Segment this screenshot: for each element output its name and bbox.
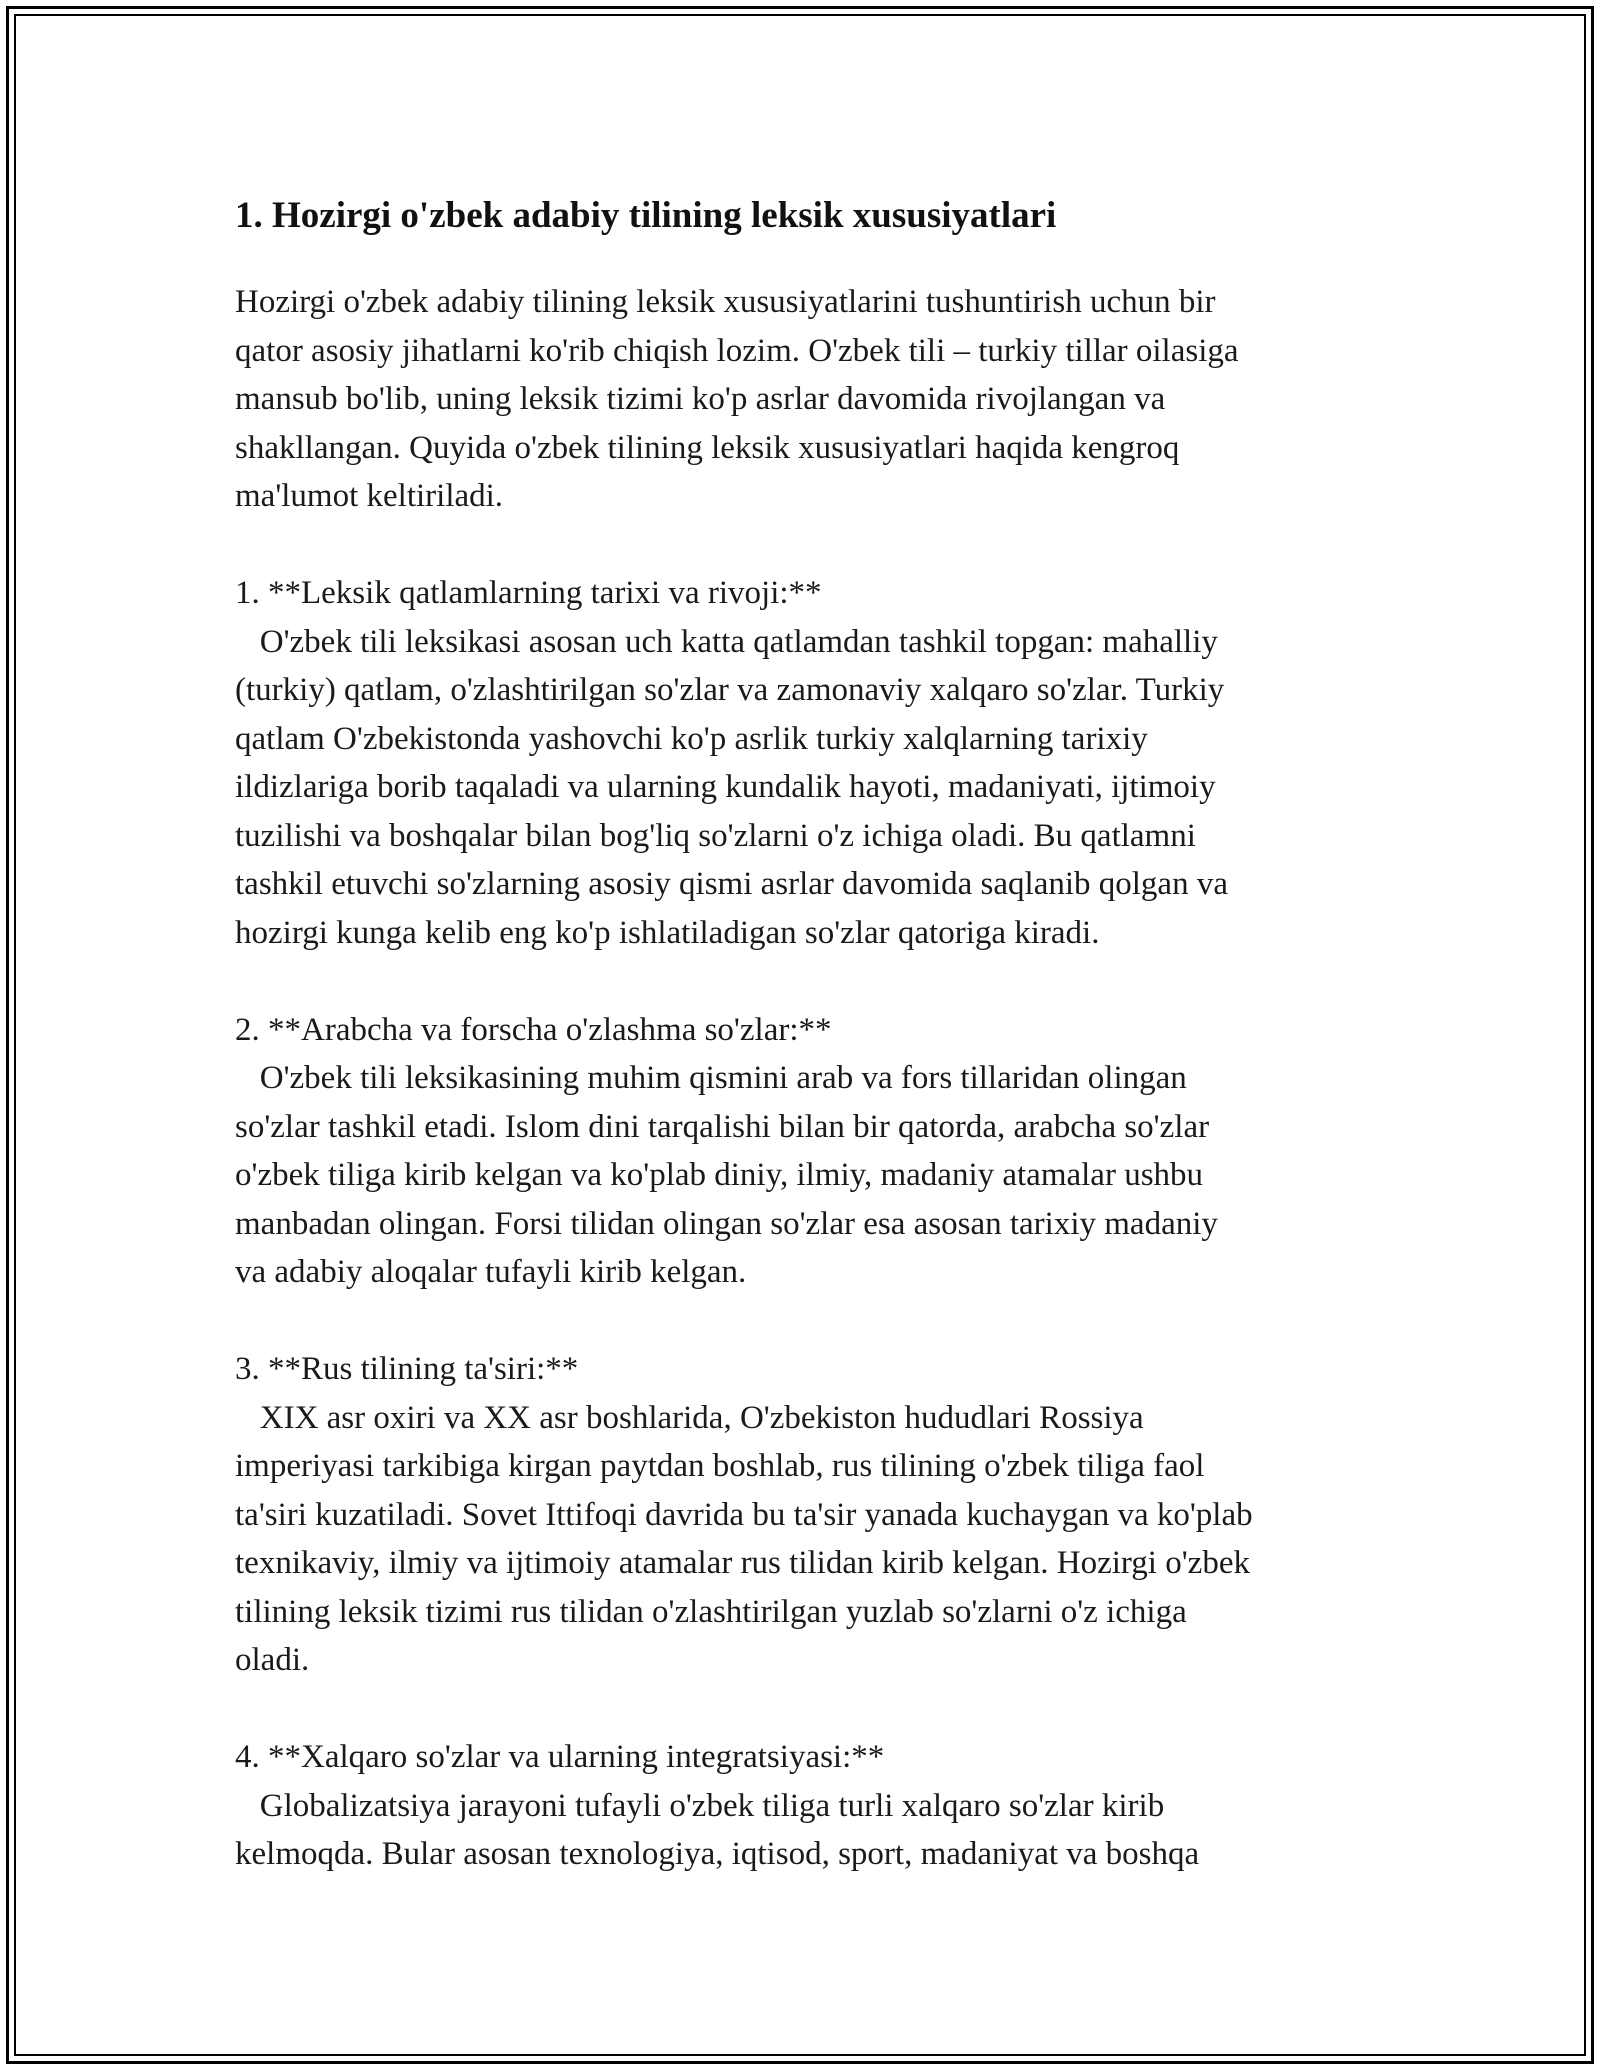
document-body xyxy=(235,186,1385,1879)
list-item-body-4: Globalizatsiya jarayoni tufayli o'zbek tiliga turli xalqaro so'zlar kirib kelmoqda. Bular asosan texnologiya, iqtisod, sport, madaniyat va boshqa xyxy=(235,1787,1200,1872)
list-item-title-3: 3. **Rus tilining ta'siri:** xyxy=(235,1351,579,1387)
paragraph-spacer xyxy=(235,957,1385,1006)
paragraph-spacer xyxy=(235,1685,1385,1734)
paragraph-spacer xyxy=(235,521,1385,570)
list-item-body-2: O'zbek tili leksikasining muhim qismini arab va fors tillaridan olingan so'zlar tashkil etadi. Islom dini tarqalishi bilan bir qatorda, arabcha so'zlar o'zbek tiliga kirib kelgan va ko'plab diniy, ilmiy, madaniy atamalar ushbu manbadan olingan. Forsi tilidan olingan so'zlar esa asosan tarixiy madaniy va adabiy aloqalar tufayli kirib kelgan. xyxy=(235,1060,1218,1290)
list-item-title-4: 4. **Xalqaro so'zlar va ularning integratsiyasi:** xyxy=(235,1739,885,1775)
list-item-title-2: 2. **Arabcha va forscha o'zlashma so'zlar:** xyxy=(235,1011,832,1048)
section-heading: 1. Hozirgi o'zbek adabiy tilining leksik xususiyatlari xyxy=(235,195,1057,236)
intro-paragraph: Hozirgi o'zbek adabiy tilining leksik xususiyatlarini tushuntirish uchun bir qator asosiy jihatlarni ko'rib chiqish lozim. O'zbek tili – turkiy tillar oilasiga mansub bo'lib, uning leksik tizimi ko'p asrlar davomida rivojlangan va shakllangan. Quyida o'zbek tilining leksik xususiyatlari haqida kengroq ma'lumot keltiriladi. xyxy=(235,284,1239,514)
list-item-title-1: 1. **Leksik qatlamlarning tarixi va rivoji:** xyxy=(235,575,822,611)
list-item-body-3: XIX asr oxiri va XX asr boshlarida, O'zbekiston hududlari Rossiya imperiyasi tarkibiga kirgan paytdan boshlab, rus tilining o'zbek tiliga faol ta'siri kuzatiladi. Sovet Ittifoqi davrida bu ta'sir yanada kuchaygan va ko'plab texnikaviy, ilmiy va ijtimoiy atamalar rus tilidan kirib kelgan. Hozirgi o'zbek tilining leksik tizimi rus tilidan o'zlashtirilgan yuzlab so'zlarni o'z ichiga oladi. xyxy=(235,1399,1253,1678)
paragraph-spacer xyxy=(235,1297,1385,1346)
list-item-body-1: O'zbek tili leksikasi asosan uch katta qatlamdan tashkil topgan: mahalliy (turkiy) qatlam, o'zlashtirilgan so'zlar va zamonaviy xalqaro so'zlar. Turkiy qatlam O'zbekistonda yashovchi ko'p asrlik turkiy xalqlarning tarixiy ildizlariga borib taqaladi va ularning kundalik hayoti, madaniyati, ijtimoiy tuzilishi va boshqalar bilan bog'liq so'zlarni o'z ichiga oladi. Bu qatlamni tashkil etuvchi so'zlarning asosiy qismi asrlar davomida saqlanib qolgan va hozirgi kunga kelib eng ko'p ishlatiladigan so'zlar qatoriga kiradi. xyxy=(235,623,1228,951)
